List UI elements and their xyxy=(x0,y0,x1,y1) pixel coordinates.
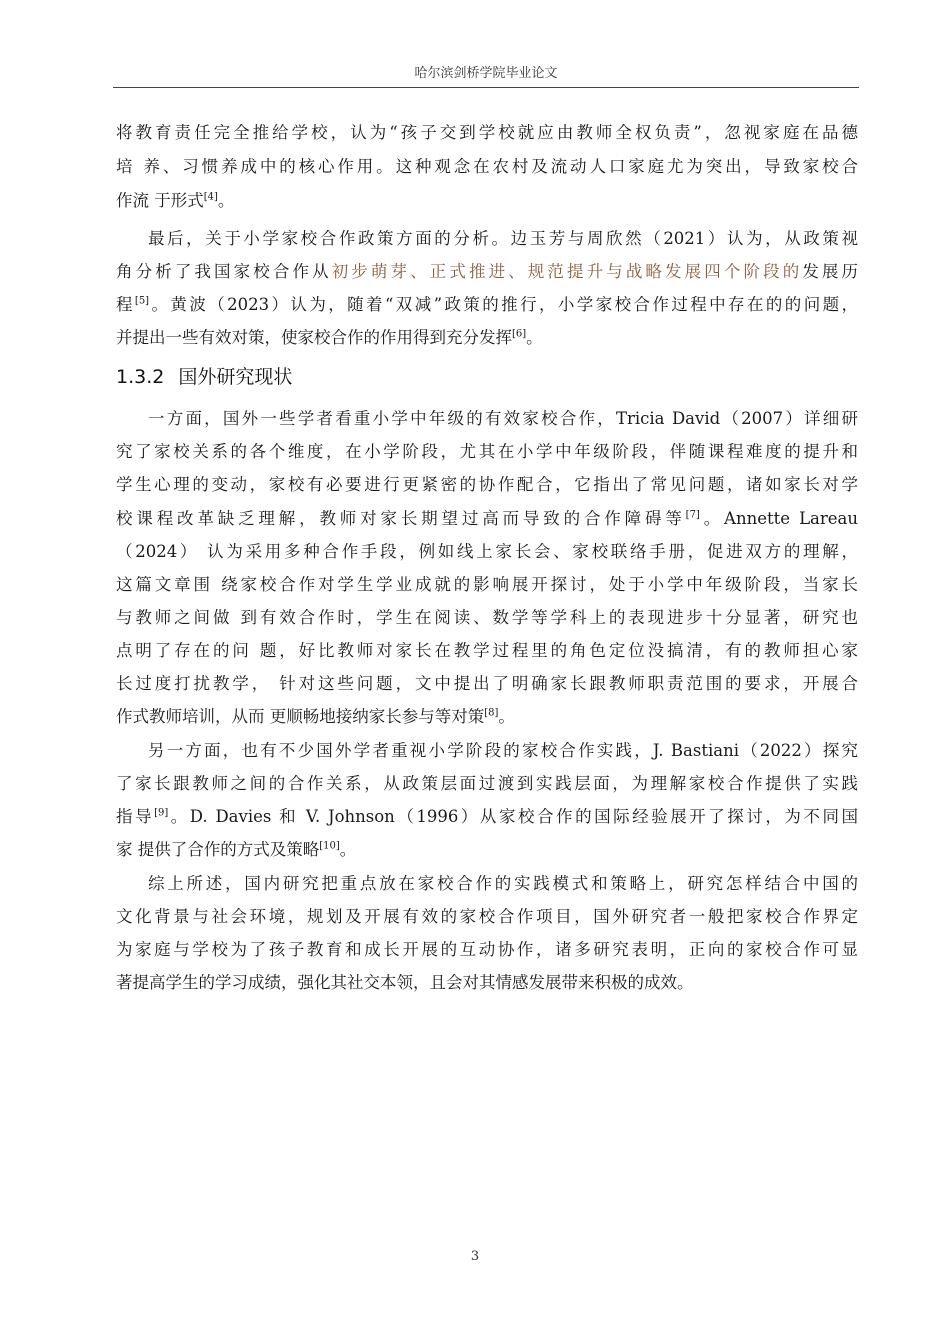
line-text: 。黄波（2023）认为，随着“双减”政策的推行，小学家校合作过程中存在的的问题， xyxy=(149,295,859,314)
paragraph-line: 究了家校关系的各个维度，在小学阶段，尤其在小学中年级阶段，伴随课程难度的提升和 xyxy=(116,442,858,461)
line-text: 。 xyxy=(526,328,543,347)
citation-ref: [10] xyxy=(319,840,340,852)
paragraph-line xyxy=(116,839,858,861)
paragraph-line xyxy=(116,261,858,283)
line-text: 家 提供了合作的方式及策略 xyxy=(116,840,320,859)
paragraph-line: 综上所述，国内研究把重点放在家校合作的实践模式和策略上，研究怎样结合中国的 xyxy=(148,874,858,893)
citation-ref: [9] xyxy=(154,807,169,819)
citation-ref: [6] xyxy=(512,328,527,340)
paragraph-line: 一方面，国外一些学者看重小学中年级的有效家校合作，Tricia David（2007）详细研 xyxy=(148,409,858,428)
line-text: 作式教师培训，从而 更顺畅地接纳家长参与等对策 xyxy=(116,707,485,726)
highlighted-text: 初步萌芽、正式推进、规范提升与战略发展四个阶段的 xyxy=(331,262,803,281)
page-number: 3 xyxy=(470,1249,480,1264)
paragraph-line: 著提高学生的学习成绩，强化其社交本领，且会对其情感发展带来积极的成效。 xyxy=(116,973,694,992)
paragraph-line xyxy=(116,806,858,828)
line-text: 发展历 xyxy=(802,262,859,281)
line-text: 并提出一些有效对策，使家校合作的作用得到充分发挥 xyxy=(116,328,512,347)
paragraph-line: 最后，关于小学家校合作政策方面的分析。边玉芳与周欣然（2021）认为，从政策视 xyxy=(148,229,858,248)
section-number: 1.3.2 xyxy=(116,366,165,388)
paragraph-line: 点明了存在的问 题，好比教师对家长在教学过程里的角色定位没搞清，有的教师担心家 xyxy=(116,641,858,660)
line-text: 。 xyxy=(339,840,357,859)
line-text: 。 xyxy=(498,707,515,726)
paragraph-line: 与教师之间做 到有效合作时，学生在阅读、数学等学科上的表现进步十分显著，研究也 xyxy=(116,608,858,627)
citation-ref: [7] xyxy=(685,509,700,521)
header-divider xyxy=(113,87,859,88)
paragraph-line xyxy=(116,294,858,316)
section-heading xyxy=(116,364,292,390)
paragraph-line: 为家庭与学校为了孩子教育和成长开展的互动协作，诸多研究表明，正向的家校合作可显 xyxy=(116,940,858,959)
paragraph-line: 了家长跟教师之间的合作关系，从政策层面过渡到实践层面，为理解家校合作提供了实践 xyxy=(116,774,858,793)
line-text: 角分析了我国家校合作从 xyxy=(116,262,332,281)
line-text: 。D. Davies 和 V. Johnson（1996）从家校合作的国际经验展开了探讨，为不同国 xyxy=(168,807,858,826)
citation-ref: [5] xyxy=(134,295,150,307)
paragraph-line: 长过度打扰教学， 针对这些问题，文中提出了明确家长跟教师职责范围的要求，开展合 xyxy=(116,674,858,693)
citation-ref: [4] xyxy=(203,191,218,203)
paragraph-line: 将教育责任完全推给学校，认为“孩子交到学校就应由教师全权负责”，忽视家庭在品德 xyxy=(116,123,858,142)
paragraph-line xyxy=(116,190,858,212)
line-text: 。Annette Lareau xyxy=(699,509,858,528)
paragraph-line: 另一方面，也有不少国外学者重视小学阶段的家校合作实践，J. Bastiani（2022）探究 xyxy=(148,741,858,760)
paragraph-line: （2024） 认为采用多种合作手段，例如线上家长会、家校联络手册，促进双方的理解， xyxy=(116,542,858,561)
line-text: 程 xyxy=(116,295,135,314)
line-text: 作流 于形式 xyxy=(116,191,204,210)
page-header: 哈尔滨剑桥学院毕业论文 xyxy=(414,66,558,81)
paragraph-line: 培 养、习惯养成中的核心作用。这种观念在农村及流动人口家庭尤为突出，导致家校合 xyxy=(116,157,858,176)
paragraph-line: 这篇文章围 绕家校合作对学生学业成就的影响展开探讨，处于小学中年级阶段，当家长 xyxy=(116,575,858,594)
line-text: 。 xyxy=(217,191,235,210)
paragraph-line xyxy=(116,508,858,530)
paragraph-line: 文化背景与社会环境，规划及开展有效的家校合作项目，国外研究者一般把家校合作界定 xyxy=(116,907,858,926)
line-text: 校课程改革缺乏理解，教师对家长期望过高而导致的合作障碍等 xyxy=(116,509,686,528)
paragraph-line: 学生心理的变动，家校有必要进行更紧密的协作配合，它指出了常见问题，诸如家长对学 xyxy=(116,475,858,494)
paragraph-line xyxy=(116,706,858,728)
paragraph-line xyxy=(116,327,858,349)
section-title: 国外研究现状 xyxy=(178,366,293,388)
line-text: 指导 xyxy=(116,807,155,826)
citation-ref: [8] xyxy=(484,707,499,719)
